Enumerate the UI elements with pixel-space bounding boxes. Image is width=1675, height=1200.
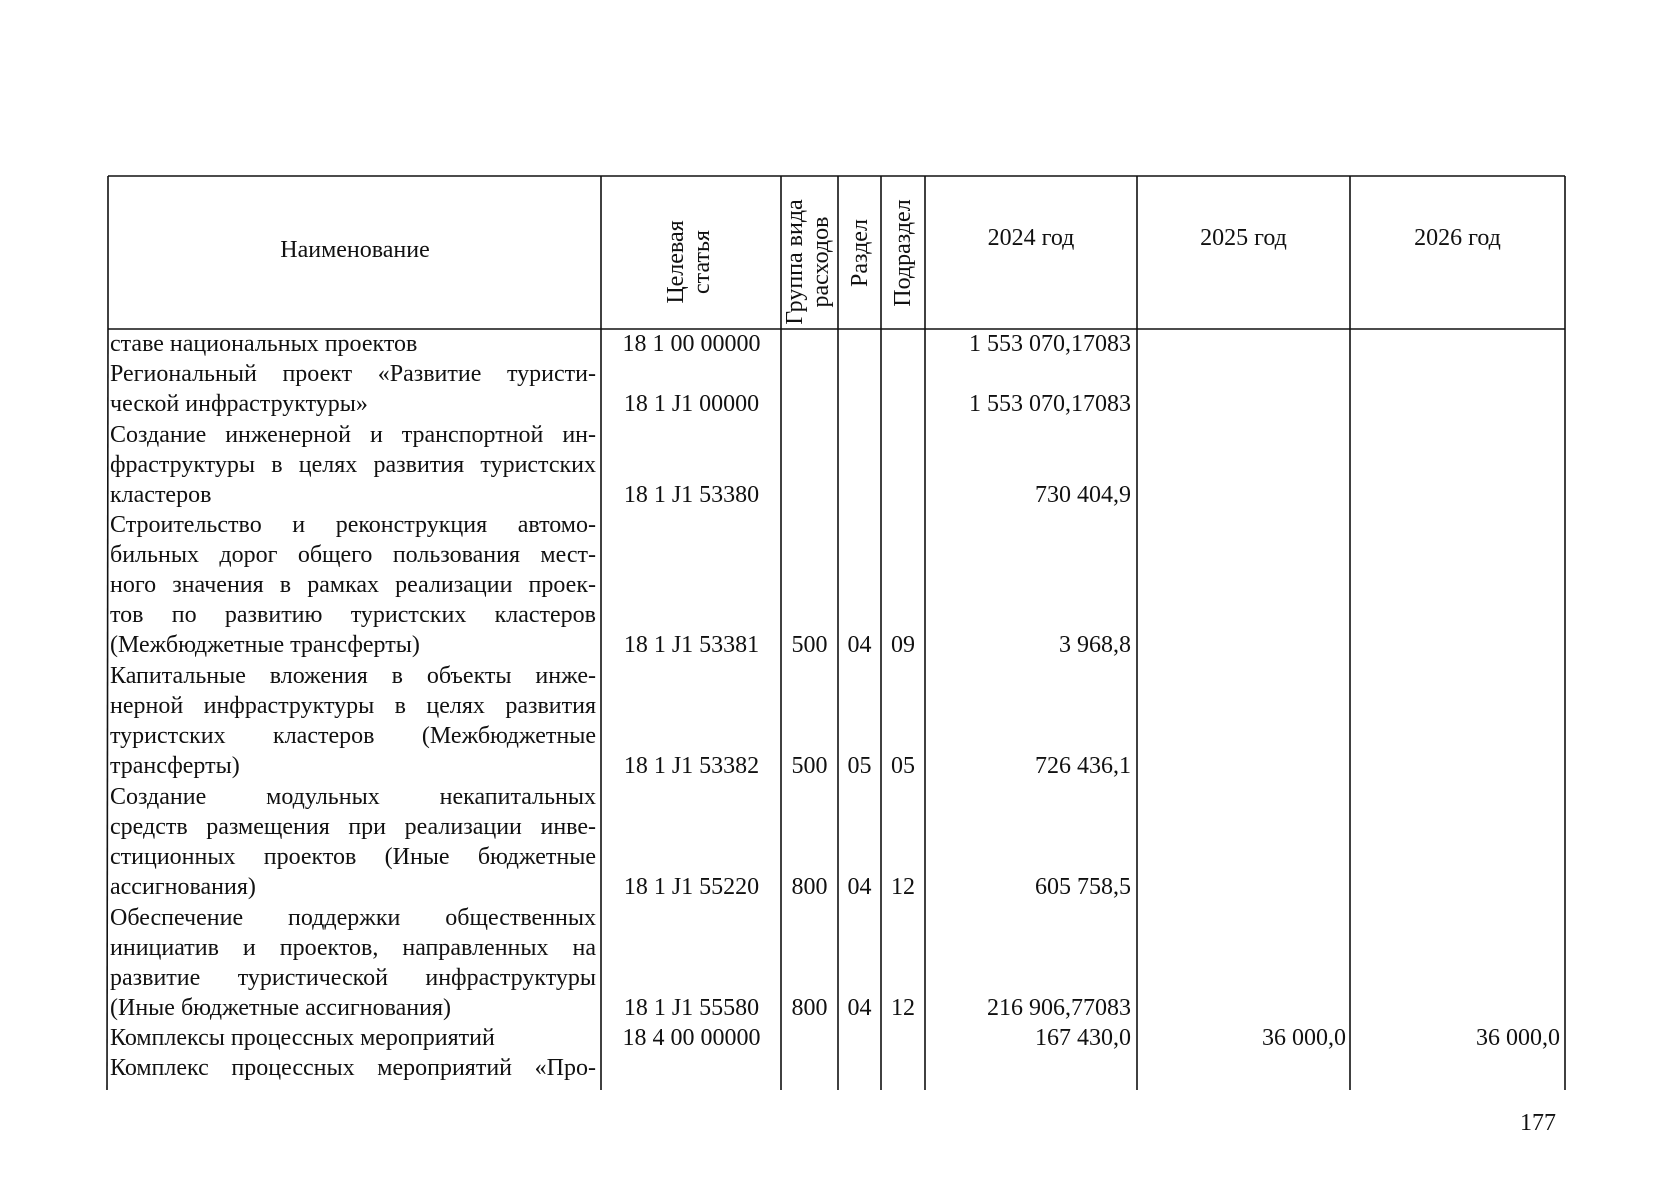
row-name-line: развитие туристической инфраструктуры — [110, 965, 596, 991]
row-name-line: Комплексы процессных мероприятий — [110, 1025, 495, 1051]
header-target-line1: Целевая — [663, 220, 689, 304]
row-name-line: ного значения в рамках реализации проек- — [110, 572, 596, 598]
header-group-line1: Группа вида — [782, 199, 808, 325]
row-section: 04 — [847, 632, 872, 658]
row-expense-group: 800 — [791, 874, 828, 900]
row-name-line: тов по развитию туристских кластеров — [110, 602, 596, 628]
row-name-line: нерной инфраструктуры в целях развития — [110, 693, 596, 719]
row-value-2024: 3 968,8 — [1059, 632, 1131, 658]
row-name-line: Строительство и реконструкция автомо- — [110, 512, 596, 538]
row-target-code: 18 4 00 00000 — [622, 1025, 761, 1051]
row-name-line: туристских кластеров (Межбюджетные — [110, 723, 596, 749]
row-name-line: Региональный проект «Развитие туристи- — [110, 361, 596, 387]
row-name-line: инициатив и проектов, направленных на — [110, 935, 596, 961]
row-name-line: трансферты) — [110, 753, 240, 779]
row-name-line: стиционных проектов (Иные бюджетные — [110, 844, 596, 870]
header-subsection: Подраздел — [890, 199, 916, 307]
row-name-line: Капитальные вложения в объекты инже- — [110, 663, 596, 689]
row-target-code: 18 1 J1 53381 — [623, 632, 760, 658]
row-name-line: Комплекс процессных мероприятий «Про- — [110, 1055, 596, 1081]
row-subsection: 12 — [891, 995, 915, 1021]
header-2025: 2025 год — [1200, 225, 1287, 251]
row-subsection: 09 — [891, 632, 915, 658]
row-target-code: 18 1 00 00000 — [622, 331, 761, 357]
row-value-2024: 1 553 070,17083 — [969, 331, 1131, 357]
row-target-code: 18 1 J1 00000 — [623, 391, 760, 417]
row-value-2024: 605 758,5 — [1035, 874, 1131, 900]
header-name: Наименование — [280, 237, 430, 263]
row-value-2024: 167 430,0 — [1035, 1025, 1131, 1051]
row-target-code: 18 1 J1 55220 — [623, 874, 760, 900]
row-name-line: ставе национальных проектов — [110, 331, 418, 357]
row-value-2024: 1 553 070,17083 — [969, 391, 1131, 417]
row-subsection: 05 — [891, 753, 915, 779]
header-target-line2: статья — [689, 230, 715, 294]
row-value-2026: 36 000,0 — [1476, 1025, 1560, 1051]
row-name-line: Обеспечение поддержки общественных — [110, 905, 596, 931]
row-value-2025: 36 000,0 — [1262, 1025, 1346, 1051]
row-name-line: кластеров — [110, 482, 212, 508]
row-name-line: бильных дорог общего пользования мест- — [110, 542, 596, 568]
row-section: 05 — [847, 753, 872, 779]
header-target-article — [663, 187, 719, 337]
row-value-2024: 730 404,9 — [1035, 482, 1131, 508]
row-name-line: средств размещения при реализации инве- — [110, 814, 596, 840]
header-group-line2: расходов — [808, 216, 834, 308]
row-name-line: (Иные бюджетные ассигнования) — [110, 995, 451, 1021]
row-value-2024: 216 906,77083 — [987, 995, 1131, 1021]
header-2026: 2026 год — [1414, 225, 1501, 251]
row-section: 04 — [847, 874, 872, 900]
row-expense-group: 800 — [791, 995, 828, 1021]
header-2024: 2024 год — [987, 225, 1075, 251]
row-target-code: 18 1 J1 55580 — [623, 995, 760, 1021]
row-name-line: Создание модульных некапитальных — [110, 784, 596, 810]
header-section: Раздел — [847, 219, 873, 287]
row-name-line: ческой инфраструктуры» — [110, 391, 368, 417]
row-value-2024: 726 436,1 — [1035, 753, 1131, 779]
row-name-line: Создание инженерной и транспортной ин- — [110, 422, 596, 448]
header-expense-group — [782, 192, 838, 332]
row-target-code: 18 1 J1 53382 — [623, 753, 760, 779]
row-expense-group: 500 — [791, 632, 828, 658]
row-name-line: (Межбюджетные трансферты) — [110, 632, 420, 658]
row-section: 04 — [847, 995, 872, 1021]
row-name-line: ассигнования) — [110, 874, 256, 900]
row-target-code: 18 1 J1 53380 — [623, 482, 760, 508]
row-expense-group: 500 — [791, 753, 828, 779]
row-name-line: фраструктуры в целях развития туристских — [110, 452, 596, 478]
page-number: 177 — [1520, 1110, 1556, 1136]
row-subsection: 12 — [891, 874, 915, 900]
